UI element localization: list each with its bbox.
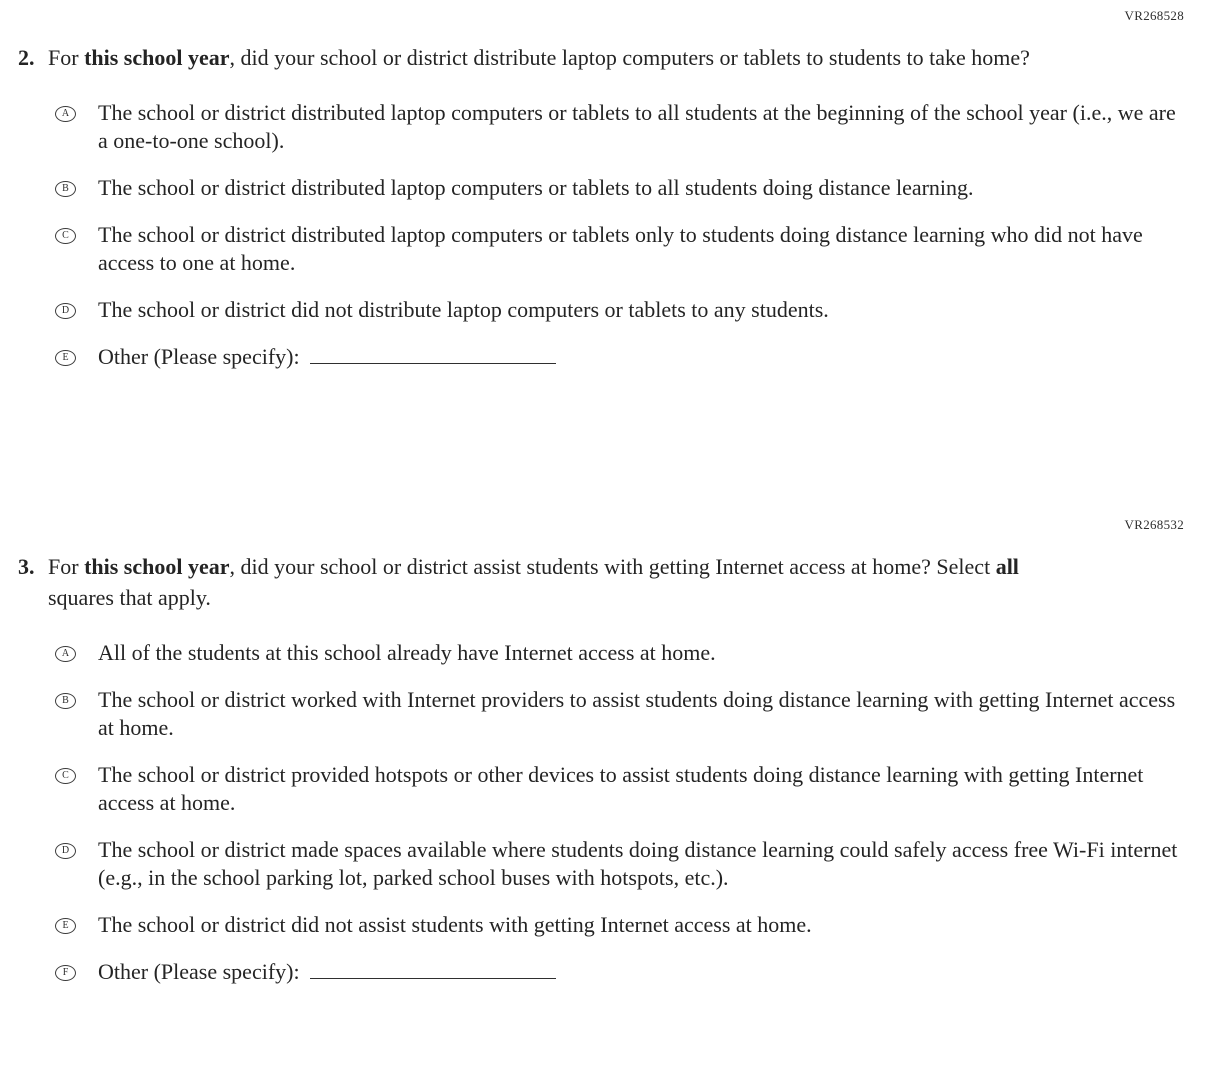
option-bubble-b[interactable]: B xyxy=(55,181,76,197)
option-row-c xyxy=(55,221,1184,277)
option-text: The school or district worked with Internet providers to assist students doing distance learning with getting Internet access at home. xyxy=(98,687,1176,740)
question-number: 3. xyxy=(18,554,35,579)
option-bubble-a[interactable]: A xyxy=(55,106,76,122)
question-2-options xyxy=(55,99,1184,371)
question-2-prompt-row xyxy=(18,42,1184,73)
option-row-d xyxy=(55,296,1184,324)
question-3 xyxy=(18,517,1184,986)
option-bubble-d[interactable]: D xyxy=(55,843,76,859)
option-bubble-f[interactable]: F xyxy=(55,965,76,981)
option-row-c xyxy=(55,761,1184,817)
option-text: The school or district made spaces available where students doing distance learning could safely access free Wi-Fi internet (e.g., in the school parking lot, parked school buses with hotspots, etc.). xyxy=(98,837,1178,890)
option-text: The school or district distributed laptop computers or tablets to all students at the beginning of the school year (i.e., we are a one-to-one school). xyxy=(98,100,1176,153)
option-bubble-d[interactable]: D xyxy=(55,303,76,319)
prompt-text: squares that apply. xyxy=(48,585,211,610)
question-3-prompt-row xyxy=(18,551,1184,613)
option-bubble-b[interactable]: B xyxy=(55,693,76,709)
option-row-b xyxy=(55,174,1184,202)
write-in-blank[interactable] xyxy=(310,349,556,364)
other-specify-label: Other (Please specify): xyxy=(98,344,300,369)
option-row-e xyxy=(55,911,1184,939)
question-prompt xyxy=(48,42,1030,73)
form-code: VR268528 xyxy=(1124,8,1184,23)
question-2 xyxy=(18,8,1184,371)
option-row-a xyxy=(55,639,1184,667)
option-text: The school or district distributed laptop computers or tablets only to students doing distance learning who did not have access to one at home. xyxy=(98,222,1143,275)
option-bubble-c[interactable]: C xyxy=(55,228,76,244)
option-bubble-e[interactable]: E xyxy=(55,918,76,934)
option-bubble-e[interactable]: E xyxy=(55,350,76,366)
prompt-text: , did your school or district assist students with getting Internet access at home? Select xyxy=(229,554,996,579)
option-text: The school or district distributed laptop computers or tablets to all students doing distance learning. xyxy=(98,175,974,200)
write-in-blank[interactable] xyxy=(310,964,556,979)
option-row-b xyxy=(55,686,1184,742)
option-text: The school or district provided hotspots or other devices to assist students doing distance learning with getting Internet access at home. xyxy=(98,762,1144,815)
prompt-bold-text: this school year xyxy=(84,554,230,579)
option-bubble-c[interactable]: C xyxy=(55,768,76,784)
option-row-e-other xyxy=(55,343,1184,371)
option-row-a xyxy=(55,99,1184,155)
question-prompt xyxy=(48,551,1058,613)
option-text: The school or district did not assist students with getting Internet access at home. xyxy=(98,912,812,937)
option-text xyxy=(98,343,556,371)
option-text: All of the students at this school already have Internet access at home. xyxy=(98,640,716,665)
form-code: VR268532 xyxy=(1124,517,1184,532)
option-text xyxy=(98,958,556,986)
other-specify-label: Other (Please specify): xyxy=(98,959,300,984)
prompt-bold-text: all xyxy=(995,554,1019,579)
option-row-d xyxy=(55,836,1184,892)
option-text: The school or district did not distribute laptop computers or tablets to any students. xyxy=(98,297,829,322)
question-3-options xyxy=(55,639,1184,986)
prompt-text: For xyxy=(48,45,85,70)
prompt-bold-text: this school year xyxy=(84,45,230,70)
prompt-text: , did your school or district distribute laptop computers or tablets to students to take home? xyxy=(229,45,1030,70)
option-row-f-other xyxy=(55,958,1184,986)
question-number: 2. xyxy=(18,45,35,70)
option-bubble-a[interactable]: A xyxy=(55,646,76,662)
prompt-text: For xyxy=(48,554,85,579)
